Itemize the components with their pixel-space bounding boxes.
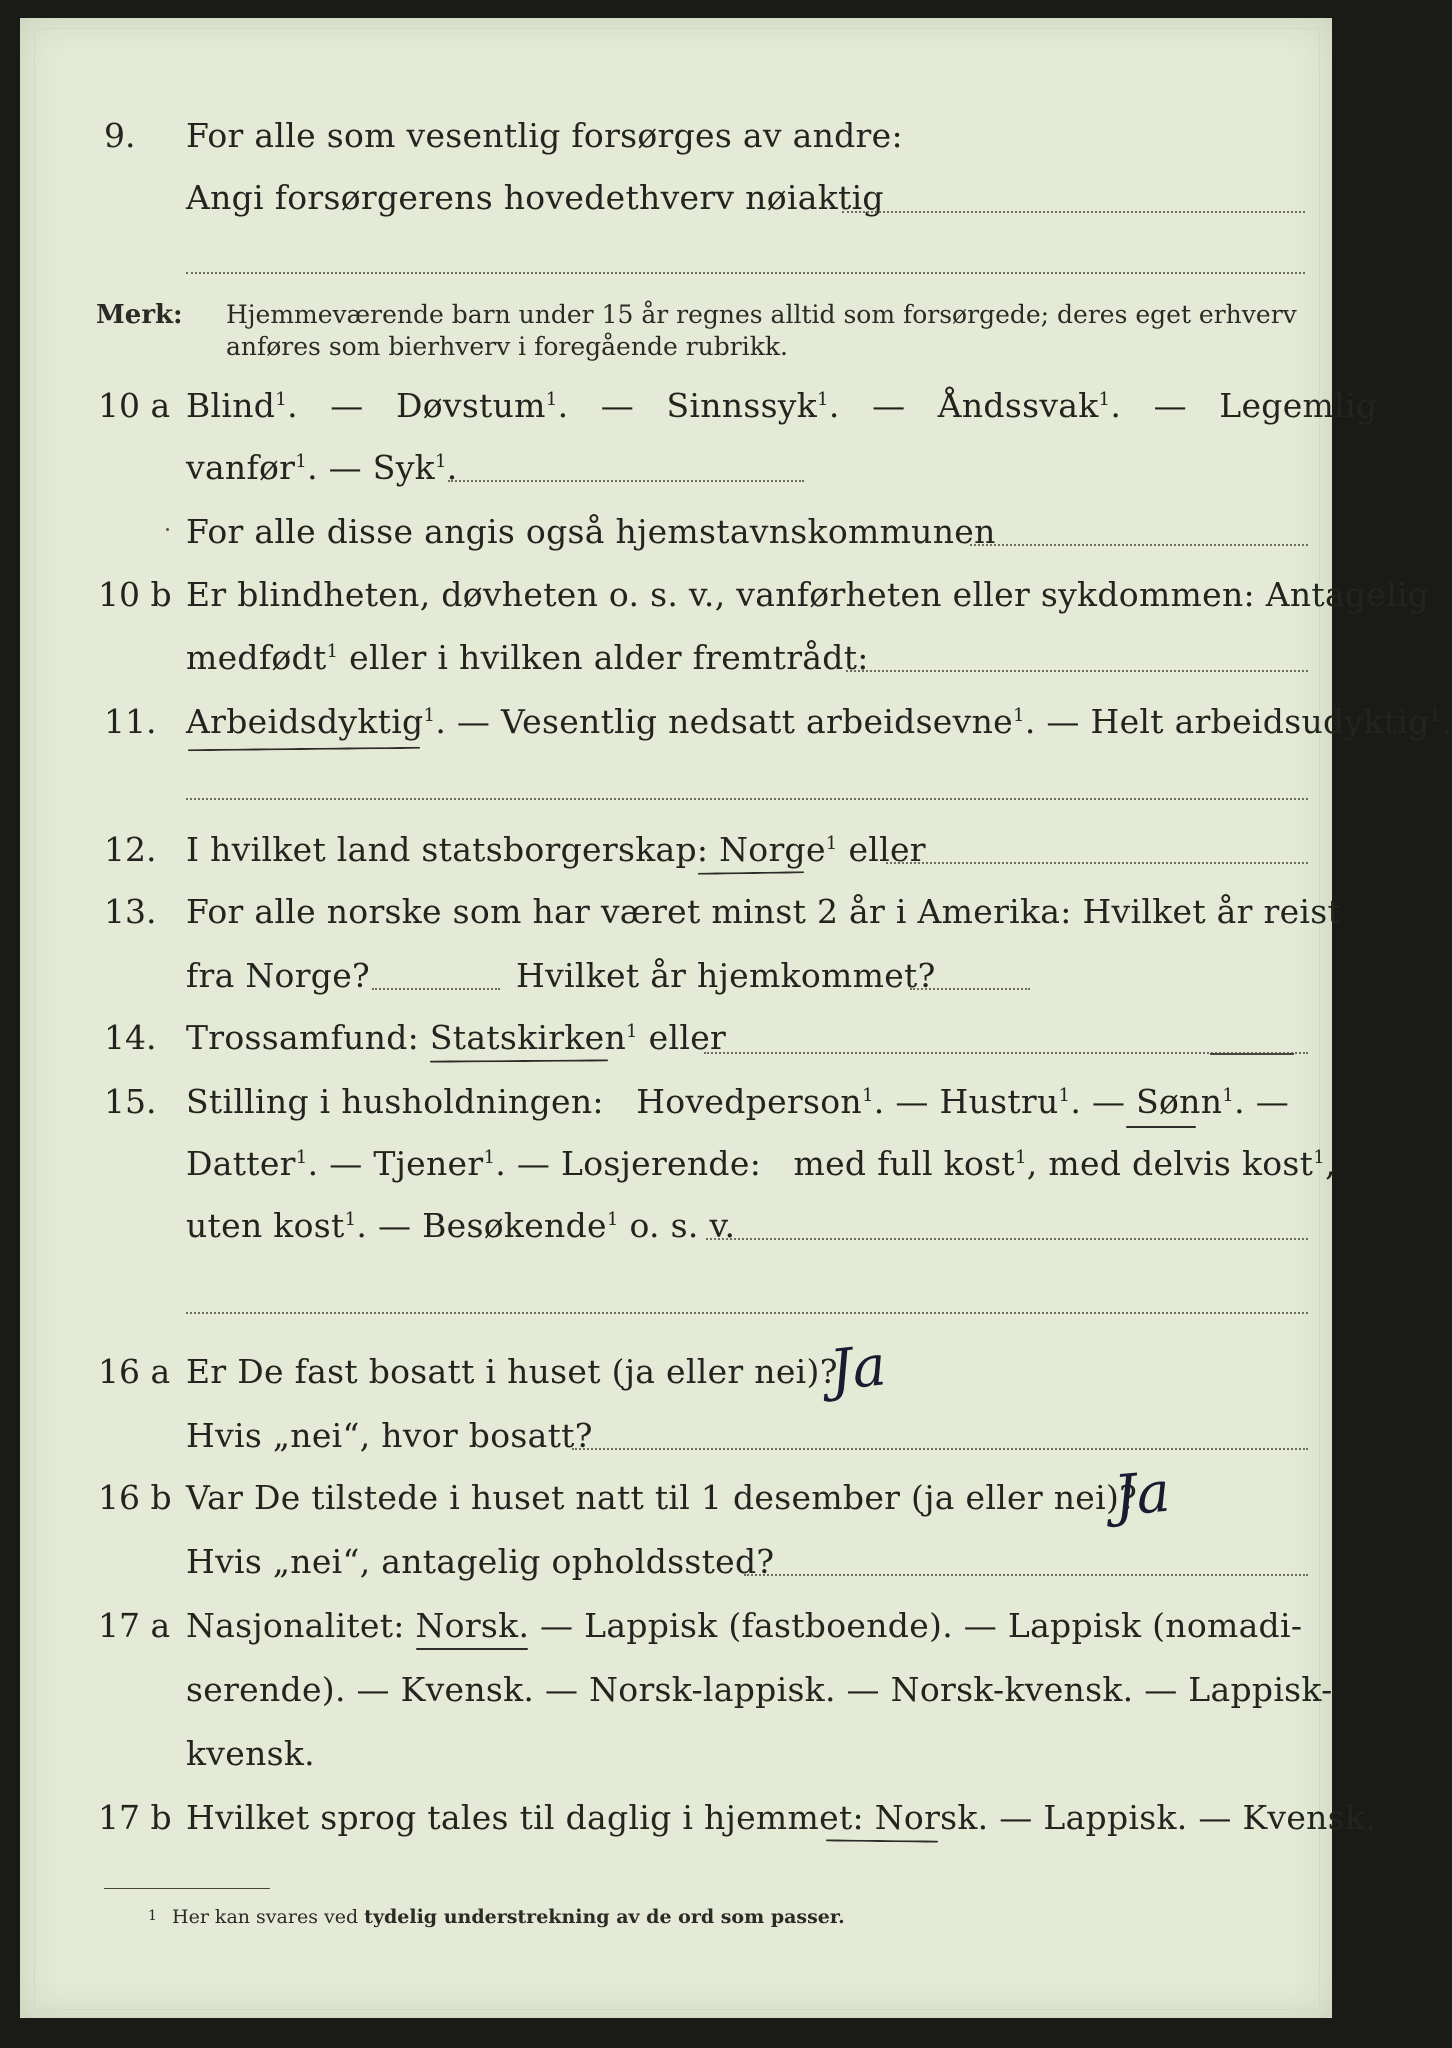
q13-line1: For alle norske som har været minst 2 år i Amerika: Hvilket år reist (186, 892, 1342, 931)
q14-number: 14. (104, 1018, 157, 1057)
q10a-hjemstavn-answer-line[interactable] (970, 544, 1308, 546)
q13-fra: fra Norge? (186, 956, 371, 995)
q16a-number: 16 a (98, 1352, 171, 1391)
q10b-line1: Er blindheten, døvheten o. s. v., vanførheten eller sykdommen: Antagelig (186, 575, 1430, 614)
q16b-number: 16 b (98, 1478, 172, 1517)
q16b-handwritten-answer: Ja (1111, 1459, 1173, 1530)
q10a-number: 10 a (98, 386, 171, 425)
footnote-mark: 1 (148, 1908, 157, 1924)
footnote-rule (104, 1888, 270, 1889)
underline-norsk (416, 1648, 528, 1650)
q14-ink-stroke (1210, 1053, 1294, 1055)
ink-speck (166, 528, 169, 531)
q11-line: Arbeidsdyktig$^1$. — Vesentlig nedsatt arbeidsevne$^1$. — Helt arbeidsudyktig$^1$. (186, 702, 1452, 741)
q9-answer-line[interactable] (842, 211, 1305, 213)
merk-line2: anføres som bierhverv i foregående rubrikk. (226, 332, 788, 361)
q17a-line2: serende). — Kvensk. — Norsk-lappisk. — Norsk-kvensk. — Lappisk- (186, 1670, 1333, 1709)
q11-answer-line[interactable] (186, 798, 1308, 800)
q16a-line2: Hvis „nei“, hvor bosatt? (186, 1416, 593, 1455)
q14-line: Trossamfund: Statskirken$^1$ eller (186, 1018, 727, 1057)
q9-line2: Angi forsørgerens hovedethverv nøiaktig (186, 178, 884, 217)
q9-line1: For alle som vesentlig forsørges av andre: (186, 116, 903, 155)
q16a-line1: Er De fast bosatt i huset (ja eller nei)? (186, 1352, 838, 1391)
q15-number: 15. (104, 1082, 157, 1121)
q15-answer-line[interactable] (706, 1238, 1308, 1240)
q10b-number: 10 b (98, 575, 172, 614)
q10a-line3: For alle disse angis også hjemstavnskommunen (186, 512, 996, 551)
merk-line1: Hjemmeværende barn under 15 år regnes alltid som forsørgede; deres eget erhverv (226, 300, 1297, 329)
q10b-answer-line[interactable] (846, 670, 1308, 672)
merk-label: Merk: (96, 300, 183, 330)
q13-hjem-answer-line[interactable] (910, 988, 1030, 990)
footnote-text: Her kan svares ved tydelig understrekning av de ord som passer. (172, 1906, 845, 1928)
q17b-line: Hvilket sprog tales til daglig i hjemmet: Norsk. — Lappisk. — Kvensk. (186, 1798, 1377, 1837)
q9-number: 9. (104, 116, 136, 155)
q17a-line1: Nasjonalitet: Norsk. — Lappisk (fastboende). — Lappisk (nomadi- (186, 1606, 1303, 1645)
q12-answer-line[interactable] (886, 862, 1308, 864)
q17a-line3: kvensk. (186, 1734, 315, 1773)
q13-reist-answer-line[interactable] (372, 988, 500, 990)
q16a-answer-line[interactable] (572, 1448, 1308, 1450)
q11-number: 11. (104, 702, 157, 741)
q16b-answer-line[interactable] (744, 1574, 1308, 1576)
q16b-line1: Var De tilstede i huset natt til 1 desember (ja eller nei)? (186, 1478, 1138, 1517)
q17a-number: 17 a (98, 1606, 171, 1645)
q13-number: 13. (104, 892, 157, 931)
q9-answer-line-2[interactable] (186, 272, 1305, 274)
census-form-page (20, 18, 1452, 2018)
q10b-line2: medfødt$^1$ eller i hvilken alder fremtrådt: (186, 638, 869, 677)
q15-answer-line-2[interactable] (186, 1312, 1308, 1314)
q16b-line2: Hvis „nei“, antagelig opholdssted? (186, 1542, 775, 1581)
q15-line2: Datter$^1$. — Tjener$^1$. — Losjerende: med full kost$^1$, med delvis kost$^1$, (186, 1144, 1336, 1183)
q15-line1: Stilling i husholdningen: Hovedperson$^1$. — Hustru$^1$. — Sønn$^1$. — (186, 1082, 1290, 1121)
q15-line3: uten kost$^1$. — Besøkende$^1$ o. s. v. (186, 1206, 736, 1245)
q12-line: I hvilket land statsborgerskap: Norge$^1$ eller (186, 830, 926, 869)
underline-sonn (1126, 1126, 1196, 1128)
q12-number: 12. (104, 830, 157, 869)
q13-hjem: Hvilket år hjemkommet? (516, 956, 936, 995)
q10a-line1: Blind$^1$. — Døvstum$^1$. — Sinnssyk$^1$. — Åndssvak$^1$. — Legemlig (186, 386, 1378, 425)
q17b-number: 17 b (98, 1798, 172, 1837)
q10a-line2: vanfør$^1$. — Syk$^1$. (186, 448, 458, 487)
q10a-syk-answer-line[interactable] (448, 480, 804, 482)
q16a-handwritten-answer: Ja (826, 1333, 890, 1404)
